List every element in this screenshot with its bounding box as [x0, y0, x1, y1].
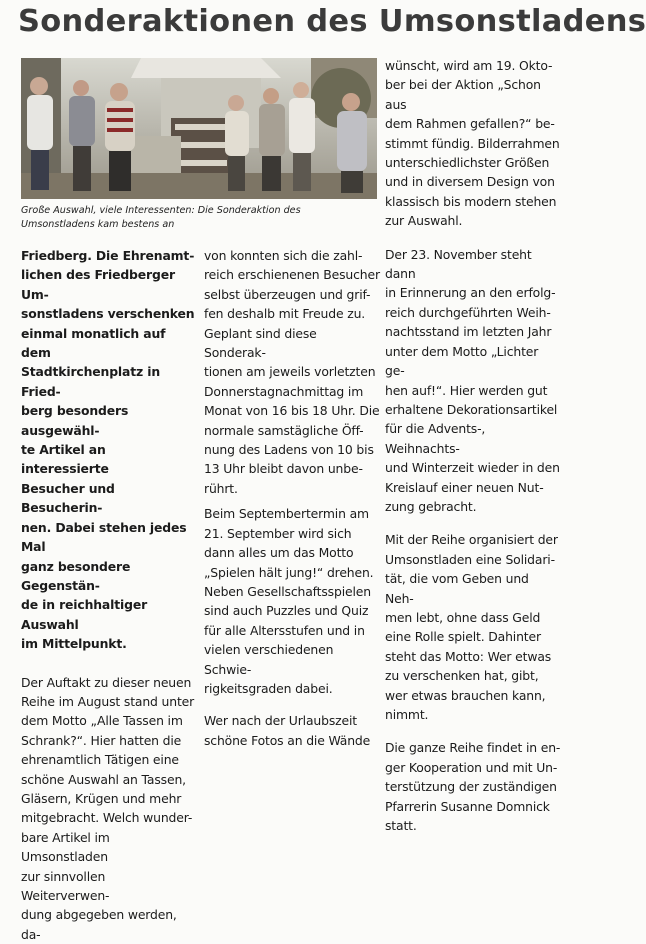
- column-1: [21, 246, 196, 944]
- body-paragraph: Mit der Reihe organisiert der Umsonstladen eine Solidari- tät, die vom Geben und Neh- men lebt, ohne dass Geld eine Rolle spielt. Dahinter steht das Motto: Wer etwas zu verschenken hat, gibt, wer etwas brauchen kann, nimmt.: [385, 532, 558, 722]
- body-paragraph: Der Auftakt zu dieser neuen Reihe im August stand unter dem Motto „Alle Tassen im Schrank?“. Hier hatten die ehrenamtlich Tätigen eine schöne Auswahl an Tassen, Gläsern, Krügen und mehr mitgebracht. Welch wunder- bare Artikel im Umsonstladen zur sinnvollen Weiterverwen- dung abgegeben werden, da-: [21, 674, 195, 942]
- photo-market-stand-icon: [21, 58, 377, 199]
- body-paragraph: wünscht, wird am 19. Okto- ber bei der Aktion „Schon aus dem Rahmen gefallen?“ be- stimmt fündig. Bilderrahmen unterschiedlichster Größen und in diversem Design von klassisch bis modern stehen zur Auswahl.: [385, 58, 560, 229]
- column-2: [204, 246, 380, 750]
- caption-text: Große Auswahl, viele Interessenten: Die Sonderaktion des Umsonstladens kam bestens an: [21, 205, 301, 230]
- column-3: [385, 56, 561, 835]
- body-paragraph: Wer nach der Urlaubszeit schöne Fotos an die Wände: [204, 713, 371, 748]
- article-photo: [21, 58, 377, 199]
- article-headline: Sonderaktionen des Umsonstladens: [18, 4, 646, 39]
- lead-paragraph: Friedberg. Die Ehrenamt- lichen des Friedberger Um- sonstladens verschenken einmal monatlich auf dem Stadtkirchenplatz in Fried- berg besonders ausgewähl- te Artikel an interessierte Besucher und Besucherin- nen. Dabei stehen jedes Mal ganz besondere Gegenstän- de in reichhaltiger Auswahl im Mittelpunkt.: [21, 248, 195, 652]
- body-paragraph: Die ganze Reihe findet in en- ger Kooperation und mit Un- terstützung der zuständigen Pfarrerin Susanne Domnick statt.: [385, 740, 561, 834]
- body-paragraph: Der 23. November steht dann in Erinnerung an den erfolg- reich durchgeführten Weih- nachtsstand im letzten Jahr unter dem Motto „Lichter ge- hen auf!“. Hier werden gut erhaltene Dekorationsartikel für die Advents-, Weihnachts- und Winterzeit wieder in den Kreislauf einer neuen Nut- zung gebracht.: [385, 246, 560, 514]
- body-paragraph: Beim Septembertermin am 21. September wird sich dann alles um das Motto „Spielen hält jung!“ drehen. Neben Gesellschaftsspielen sind auch Puzzles und Quiz für alle Altersstufen und in vielen verschiedenen Schwie- rigkeitsgraden dabei.: [204, 506, 374, 696]
- photo-caption: [21, 204, 381, 232]
- body-paragraph: von konnten sich die zahl- reich erschienenen Besucher selbst überzeugen und grif- fen deshalb mit Freude zu. Geplant sind diese Sonderak- tionen am jeweils vorletzten Donnerstagnachmittag im Monat von 16 bis 18 Uhr. Die normale samstägliche Öff- nung des Ladens von 10 bis 13 Uhr bleibt davon unbe- rührt.: [204, 248, 380, 496]
